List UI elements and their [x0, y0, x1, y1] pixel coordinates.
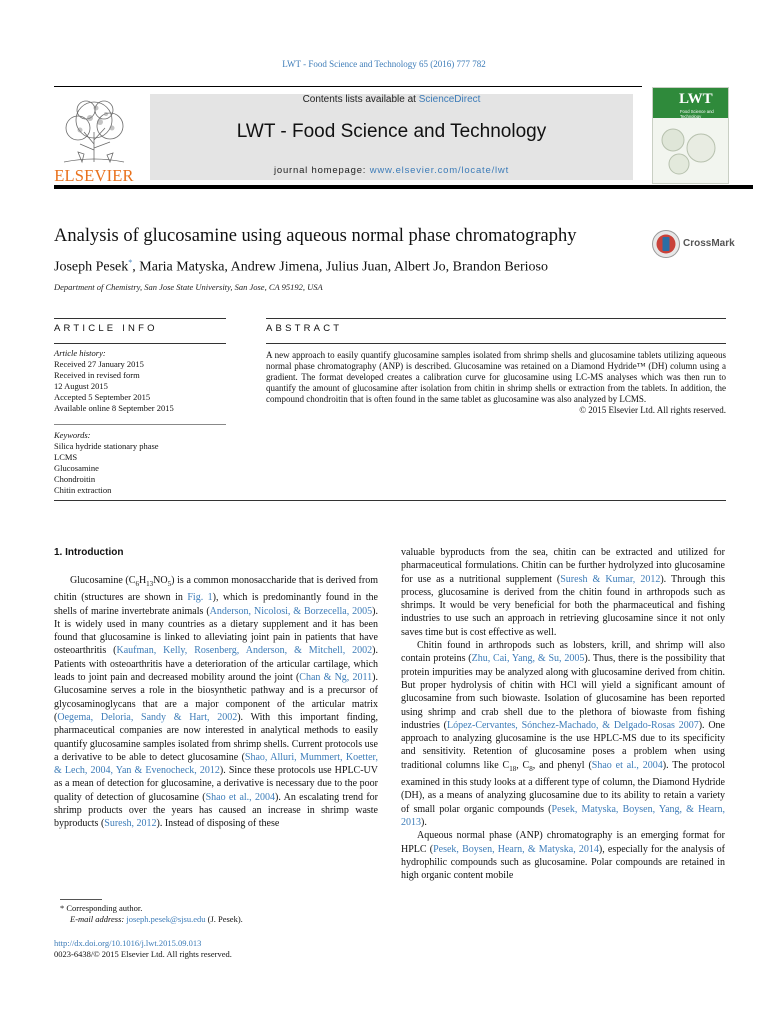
keyword-item: Chondroitin — [54, 474, 96, 484]
text-run: ) is a common monosaccharide that is derived from chitin (structures are shown in — [54, 575, 378, 604]
homepage-line — [150, 165, 633, 176]
journal-cover-thumbnail — [652, 87, 729, 184]
abstract-mid-rule — [266, 343, 726, 344]
paper-title: Analysis of glucosamine using aqueous normal phase chromatography — [54, 226, 577, 246]
journal-homepage-link[interactable]: www.elsevier.com/locate/lwt — [369, 165, 510, 176]
text-run: valuable byproducts from the sea, chitin can be extracted and utilized for pharmaceutical formulations. Chitin can be further hydrolyzed into glucosamine for use as a nutritional supplement ( — [401, 547, 725, 585]
header-thick-rule — [54, 185, 753, 189]
cover-illustration — [657, 124, 723, 178]
text-run: ). Patients with osteoarthritis have a deterioration of the articular cartilage, which leads to joint pain and decreased mobility around the joint ( — [54, 645, 378, 684]
body-column-right — [401, 546, 725, 882]
citation-link[interactable]: Fig. 1 — [187, 592, 213, 604]
article-history — [54, 348, 226, 414]
citation-link[interactable]: Shao, Alluri, Mummert, Koetter, & Lech, 2004, Yan & Evenocheck, 2012 — [54, 751, 378, 777]
text-run: Glucosamine (C — [70, 575, 136, 586]
text-run: ). — [421, 816, 427, 828]
text-run: ). With this important finding, pharmaceutical companies are now interested in analytical methods to easily quantify glucosamine samples isolated from shrimp shells. Current protocols use a derivative to be able to detect glucosamine ( — [54, 711, 378, 763]
keyword-item: Silica hydride stationary phase — [54, 441, 159, 451]
email-footnote — [60, 914, 243, 925]
citation-link[interactable]: Chan & Ng, 2011 — [299, 672, 373, 684]
body-column-left — [54, 574, 378, 831]
corresponding-footnote — [60, 903, 243, 914]
text-run: ). Since these protocols use HPLC-UV as a mean of detection for glucosamine, a derivative is necessary due to the poor quality of detection of glucosamine ( — [54, 765, 378, 803]
homepage-prefix: journal homepage: — [273, 165, 370, 176]
text-run: , and phenyl ( — [532, 759, 592, 771]
corresponding-mark[interactable]: * — [128, 258, 133, 267]
crossmark-icon[interactable] — [651, 229, 681, 259]
crossmark-label[interactable]: CrossMark — [683, 238, 735, 249]
citation-link[interactable]: Suresh, 2012 — [104, 818, 157, 830]
keyword-item: LCMS — [54, 452, 78, 462]
subscript: 18 — [509, 764, 517, 773]
history-item: Available online 8 September 2015 — [54, 403, 174, 413]
history-item: Accepted 5 September 2015 — [54, 392, 151, 402]
text-run: ). Thus, there is the possibility that protein impurities may be analyzed along with glucosamine derived from chitin. But proper hydrolysis of chitin with HCl will yield a significant amount of glucosamine from such biowaste. Isolation of glucosamine has been reported using shrimp and crab shell due to the plethora of biowaste from fishing industries ( — [401, 653, 725, 731]
author-names: , Maria Matyska, Andrew Jimena, Julius Juan, Albert Jo, Brandon Berioso — [132, 259, 548, 275]
keywords-block — [54, 430, 226, 496]
abstract-top-rule — [266, 318, 726, 319]
text-run: Chitin found in arthropods such as lobsters, krill, and shrimp will also contain proteins ( — [401, 640, 725, 665]
contents-prefix: Contents lists available at — [302, 94, 419, 105]
cover-title: LWT — [679, 91, 713, 107]
body-paragraph — [401, 639, 725, 829]
subscript: 6 — [135, 580, 139, 588]
publisher-name: ELSEVIER — [54, 166, 134, 185]
citation-link[interactable]: López-Cervantes, Sónchez-Machado, & Delgado-Rosas 2007 — [447, 719, 699, 731]
footnote-marker: * — [60, 903, 65, 913]
citation-link[interactable]: Oegema, Deloria, Sandy & Hart, 2002 — [57, 711, 238, 723]
affiliation: Department of Chemistry, San Jose State University, San Jose, CA 95192, USA — [54, 282, 323, 292]
subscript: 8 — [529, 764, 533, 773]
sciencedirect-link[interactable]: ScienceDirect — [418, 94, 481, 105]
text-run: ). It is widely used in many countries as a dietary supplement and it has been found that glucosamine is linked to alleviating joint pain in patients that have osteoarthritis ( — [54, 605, 378, 657]
body-paragraph — [401, 546, 725, 639]
email-label: E-mail address: — [70, 914, 125, 924]
text-run: ), especially for the analysis of hydrophilic compounds such as glucosamine. Polar compounds are retained in high organic content mobile — [401, 843, 725, 882]
subscript: 13 — [146, 580, 154, 588]
text-run: ). The protocol examined in this study looks at a different type of column, the Diamond Hydride (DH), as a means of analyzing glucosamine due to its ability to retain a variety of small polar organic compounds ( — [401, 759, 725, 815]
article-info-mid-rule — [54, 343, 226, 344]
text-run: H — [138, 575, 147, 586]
keywords-rule — [54, 424, 226, 425]
citation-link[interactable]: Pesek, Matyska, Boysen, Yang, & Hearn, 2013 — [401, 803, 725, 828]
history-item: 12 August 2015 — [54, 381, 108, 391]
text-run: NO — [153, 575, 168, 586]
citation-link[interactable]: Pesek, Boysen, Hearn, & Matyska, 2014 — [433, 843, 599, 855]
author-list — [54, 258, 548, 276]
text-run: ). Instead of disposing of these — [156, 818, 280, 830]
header-rule — [54, 86, 642, 87]
history-list — [54, 359, 226, 414]
keywords-label: Keywords: — [54, 430, 91, 440]
abstract-bottom-rule — [54, 500, 726, 501]
abstract-body — [266, 350, 726, 417]
body-paragraph — [401, 829, 725, 882]
email-suffix: (J. Pesek). — [205, 914, 243, 924]
body-paragraph — [54, 574, 378, 831]
citation-link[interactable]: Anderson, Nicolosi, & Borzecella, 2005 — [209, 605, 373, 617]
author-name[interactable]: Joseph Pesek — [54, 259, 129, 275]
history-item: Received in revised form — [54, 370, 140, 380]
keyword-item: Glucosamine — [54, 463, 99, 473]
footnote — [60, 903, 243, 925]
citation-link[interactable]: Shao et al., 2004 — [591, 759, 663, 771]
contents-line — [150, 94, 633, 105]
article-info-top-rule — [54, 318, 226, 319]
abstract-text: A new approach to easily quantify glucosamine samples isolated from shrimp shells and glucosamine tablets utilizing aqueous normal phase chromatography (ANP) is described. Glucosamine was retained on a Diamond Hydride™ (DH) column using a gradient. The format developed creates a calibration curve for glucosamine using LC-MS analyses which was then run to quantify the amount of glucosamine after isolation from chitin in shrimp shells or extraction from the tablets. In addition, the compound chondroitin that is often found in the same tablet as glucosamine was also analyzed by LCMS. — [266, 350, 726, 405]
text-run: ). An escalating trend for shrimp products over the years has caused an increase in shrimp waste byproducts ( — [54, 791, 379, 830]
citation-link[interactable]: Suresh & Kumar, 2012 — [560, 573, 661, 585]
citation-link[interactable]: Kaufman, Kelly, Rosenberg, Anderson, & Mitchell, 2002 — [116, 645, 373, 657]
text-run: Aqueous normal phase (ANP) chromatography is an emerging format for HPLC ( — [401, 830, 725, 855]
author-email-link[interactable]: joseph.pesek@sjsu.edu — [126, 914, 206, 924]
doi-block — [54, 938, 232, 960]
citation-link[interactable]: Shao et al., 2004 — [205, 791, 276, 803]
citation-link[interactable]: Zhu, Cai, Yang, & Su, 2005 — [471, 653, 585, 665]
article-info-heading: ARTICLE INFO — [54, 323, 158, 334]
corresponding-text: Corresponding author. — [66, 903, 143, 913]
text-run: ), which is predominantly found in the shells of marine invertebrate animals ( — [54, 592, 378, 617]
section-heading: 1. Introduction — [54, 547, 124, 558]
text-run: ). One approach to analyzing glucosamine is the use HPLC-MS due to its specificity and sensitivity. Retention of glucosamine poses a problem when using traditional columns like C — [401, 719, 725, 771]
text-run: , C — [516, 759, 530, 771]
text-run: ). Through this process, glucosamine is derived from the chitin found in arthropods such as shrimps. It would be very beneficial for both the pharmaceutical and fishing industries to use such an approach in retrieving glucosamine since it not only saves time but is cost effective as well. — [401, 573, 725, 638]
issn-line: 0023-6438/© 2015 Elsevier Ltd. All rights reserved. — [54, 949, 232, 959]
abstract-heading: ABSTRACT — [266, 323, 343, 334]
journal-title: LWT - Food Science and Technology — [236, 121, 547, 142]
keywords-list — [54, 441, 226, 496]
abstract-copyright: © 2015 Elsevier Ltd. All rights reserved. — [579, 405, 726, 416]
history-item: Received 27 January 2015 — [54, 359, 144, 369]
footnote-rule — [60, 899, 102, 900]
history-label: Article history: — [54, 348, 106, 358]
text-run: ). Glucosamine serves a role in the biosynthetic pathway and is a precursor of glycosaminoglycans that are a major component of the articular matrix ( — [54, 672, 378, 723]
doi-link[interactable]: http://dx.doi.org/10.1016/j.lwt.2015.09.013 — [54, 938, 202, 948]
subscript: 5 — [167, 580, 172, 588]
cover-subtitle: Food Science and Technology — [680, 109, 714, 119]
journal-citation: LWT - Food Science and Technology 65 (2016) 777 782 — [282, 59, 486, 69]
keyword-item: Chitin extraction — [54, 485, 112, 495]
